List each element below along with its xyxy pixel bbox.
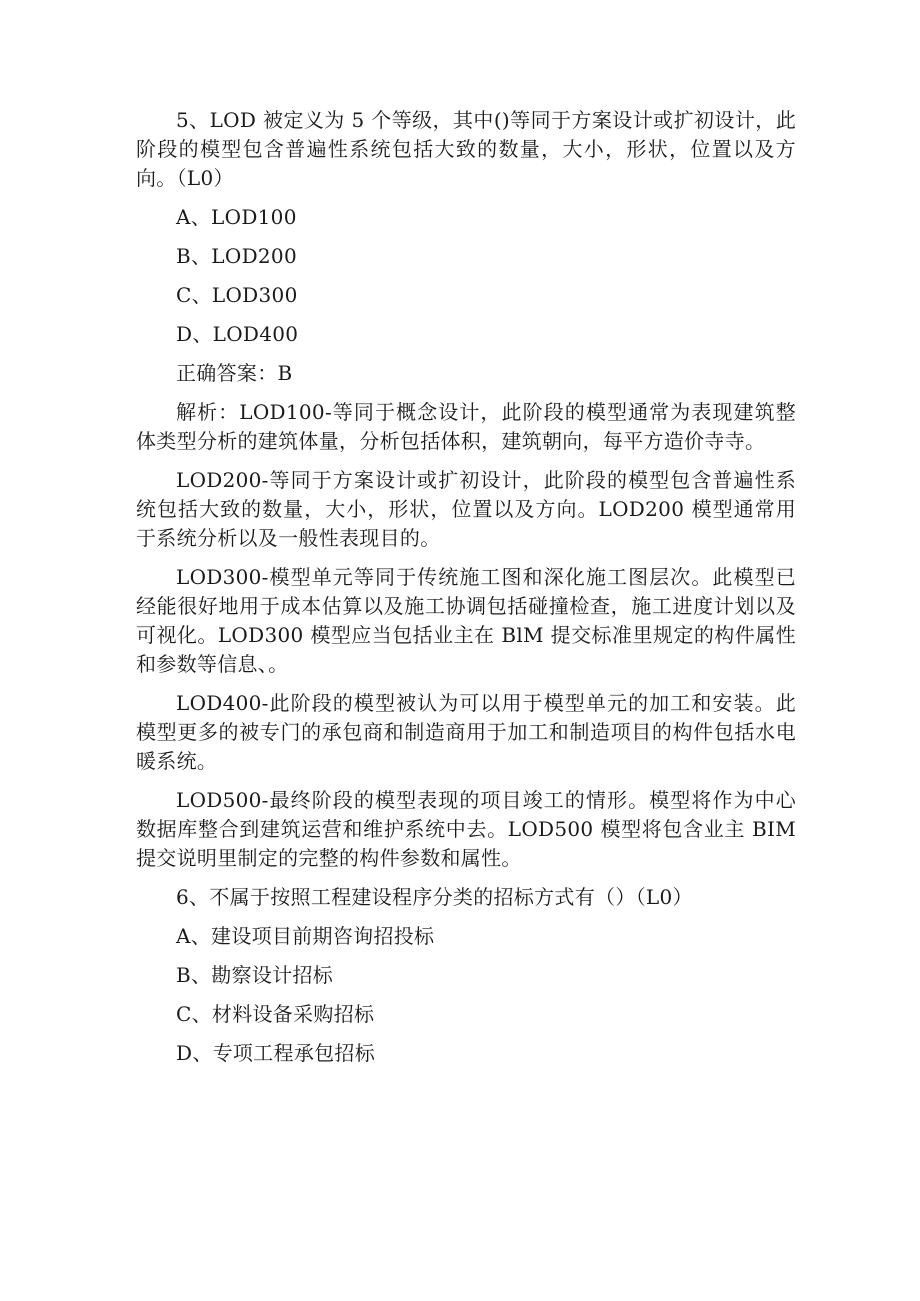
question-5-stem: 5、LOD 被定义为 5 个等级，其中()等同于方案设计或扩初设计，此阶段的模型包含普遍性系统包括大致的数量，大小，形状，位置以及方向。（L0） [136,108,796,190]
analysis-lod400: LOD400-此阶段的模型被认为可以用于模型单元的加工和安装。此模型更多的被专门的承包商和制造商用于加工和制造项目的构件包括水电暖系统。 [136,691,796,773]
document-body [136,106,796,1078]
analysis-lod100: 解析：LOD100-等同于概念设计，此阶段的模型通常为表现建筑整体类型分析的建筑体量，分析包括体积，建筑朝向，每平方造价寺寺。 [136,400,796,453]
analysis-lod300: LOD300-模型单元等同于传统施工图和深化施工图层次。此模型已经能很好地用于成本估算以及施工协调包括碰撞检查，施工进度计划以及可视化。LOD300 模型应当包括业主在 BlM 提交标准里规定的构件属性和参数等信息、。 [136,565,796,676]
question-6-option-c: C、材料设备采购招标 [176,1002,375,1026]
question-6-option-b: B、勘察设计招标 [176,963,334,987]
question-5-option-d: D、LOD400 [176,322,299,346]
question-5-answer: 正确答案：B [176,361,293,385]
analysis-lod500: LOD500-最终阶段的模型表现的项目竣工的情形。模型将作为中心数据库整合到建筑运营和维护系统中去。LOD500 模型将包含业主 BIM 提交说明里制定的完整的构件参数和属性。 [136,788,796,870]
question-6-option-a: A、建设项目前期咨询招投标 [176,924,435,948]
question-6-option-d: D、专项工程承包招标 [176,1041,376,1065]
question-6-stem: 6、不属于按照工程建设程序分类的招标方式有（）（L0） [176,885,693,909]
question-5-option-c: C、LOD300 [176,283,298,307]
question-5-option-b: B、LOD200 [176,244,297,268]
question-5-option-a: A、LOD100 [176,205,297,229]
analysis-lod200: LOD200-等同于方案设计或扩初设计，此阶段的模型包含普遍性系统包括大致的数量，大小，形状，位置以及方向。LOD200 模型通常用于系统分析以及一般性表现目的。 [136,468,796,550]
